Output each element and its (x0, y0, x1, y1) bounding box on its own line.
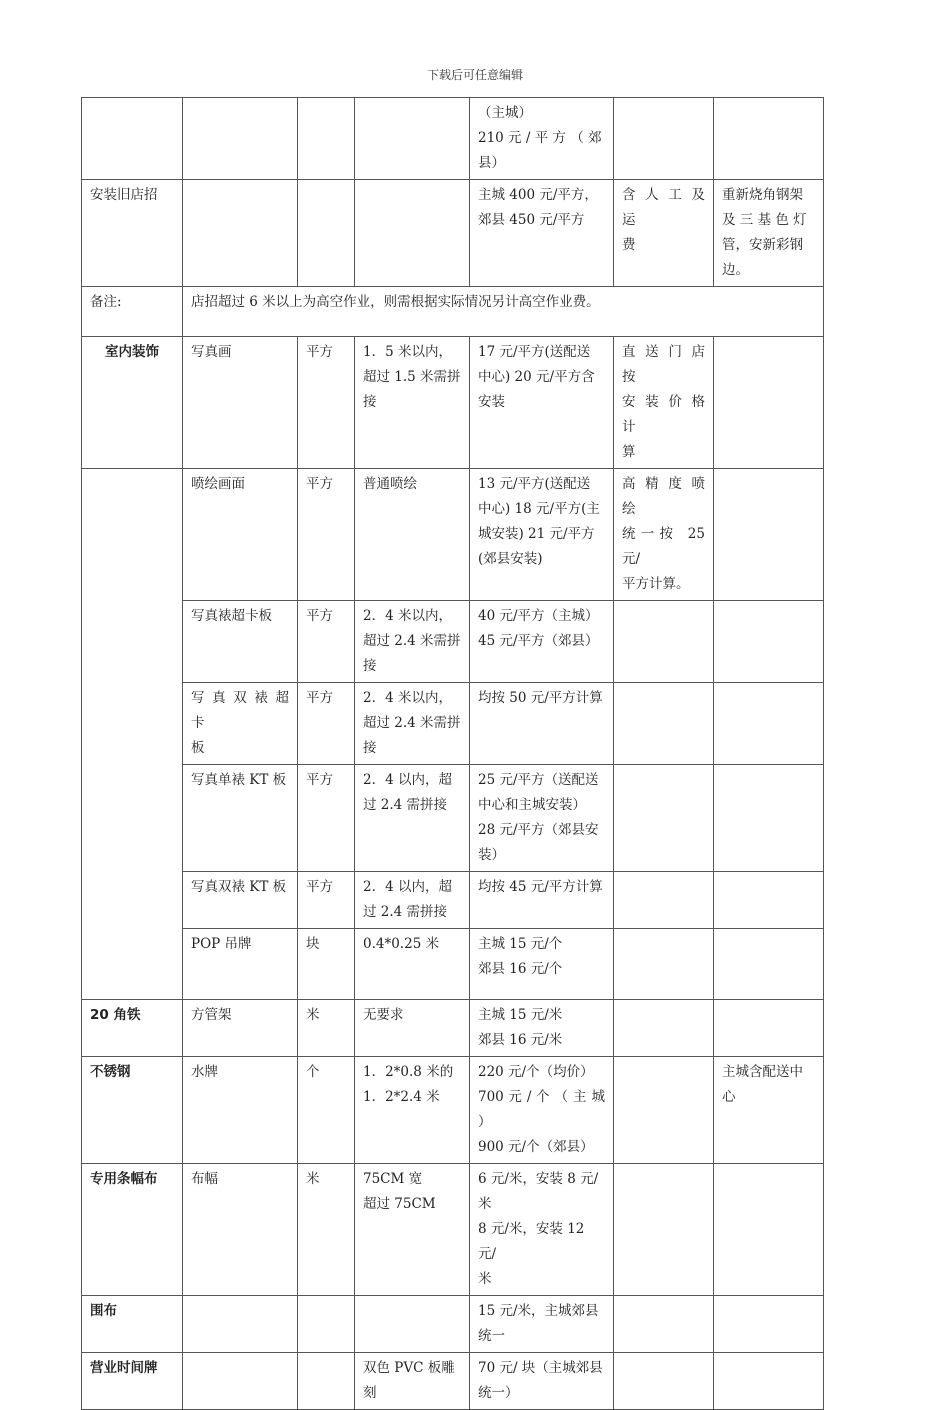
item-name: 布幅 (183, 1164, 298, 1296)
item-category: 专用条幅布 (82, 1164, 183, 1296)
cell-line: 县） (478, 155, 505, 171)
cell-line: (郊县安装) (478, 551, 543, 567)
cell-line: 1．5 米以内， (363, 344, 452, 360)
cell-line: 接 (363, 740, 377, 756)
spec-cell (355, 872, 470, 929)
table-row (82, 1000, 824, 1057)
cell-line: （主城） (478, 105, 532, 121)
note-cell (614, 180, 714, 287)
cell-line: 米 (478, 1271, 492, 1287)
cell-line: 城安装) 21 元/平方 (478, 526, 595, 542)
cell-line: 过 2.4 需拼接 (363, 904, 448, 920)
cell-line: 主城 15 元/米 (478, 1007, 563, 1023)
cell-line: 45 元/平方（郊县） (478, 633, 599, 649)
price-cell (470, 601, 614, 683)
price-table (81, 97, 824, 1410)
cell-line: 1．2*0.8 米的 (363, 1064, 454, 1080)
spec-cell: 无要求 (355, 1000, 470, 1057)
table-row (82, 1353, 824, 1410)
table-row (82, 180, 824, 287)
price-cell (470, 1164, 614, 1296)
item-name (183, 683, 298, 765)
cell-line: 超过 1.5 米需拼 (363, 369, 461, 385)
item-category: 安装旧店招 (82, 180, 183, 287)
price-cell (470, 469, 614, 601)
cell-line: 13 元/平方(送配送 (478, 476, 591, 492)
cell-line: 写 真 双 裱 超 卡 (191, 690, 289, 731)
note-cell (614, 469, 714, 601)
cell-line: 中心) 18 元/平方(主 (478, 501, 600, 517)
cell-line: 6 元/米，安装 8 元/ (478, 1171, 599, 1187)
cell-line: 接 (363, 658, 377, 674)
item-name: 写真双裱 KT 板 (183, 872, 298, 929)
table-row (82, 683, 824, 765)
cell-line: 统一按 25 元/ (622, 526, 705, 567)
item-name: POP 吊牌 (183, 929, 298, 1000)
spec-cell: 0.4*0.25 米 (355, 929, 470, 1000)
spec-cell (355, 1057, 470, 1164)
item-category: 20 角铁 (82, 1000, 183, 1057)
note-cell (614, 337, 714, 469)
unit-cell: 平方 (298, 337, 355, 469)
cell-line: 接 (363, 394, 377, 410)
table-row (82, 469, 824, 601)
spec-cell (355, 601, 470, 683)
cell-line: 板 (191, 740, 205, 756)
spec-cell (355, 765, 470, 872)
cell-line: 米 (478, 1196, 492, 1212)
cell-line: 70 元/ 块（主城郊县 (478, 1360, 603, 1376)
price-cell: 均按 45 元/平方计算 (470, 872, 614, 929)
cell-line: 15 元/米，主城郊县 (478, 1303, 599, 1319)
table-row (82, 601, 824, 683)
item-name: 写真裱超卡板 (183, 601, 298, 683)
spec-cell: 普通喷绘 (355, 469, 470, 601)
unit-cell: 平方 (298, 765, 355, 872)
item-name: 写真单裱 KT 板 (183, 765, 298, 872)
unit-cell: 平方 (298, 469, 355, 601)
cell-line: 边。 (722, 262, 749, 278)
table-row (82, 872, 824, 929)
cell-line: 及 三 基 色 灯 (722, 212, 807, 228)
price-cell: 均按 50 元/平方计算 (470, 683, 614, 765)
cell-line: 平方计算。 (622, 576, 690, 592)
spec-cell (355, 1353, 470, 1410)
cell-line: 管，安新彩钢 (722, 237, 803, 253)
item-name: 喷绘画面 (183, 469, 298, 601)
item-name: 写真画 (183, 337, 298, 469)
cell-line: 中心和主城安装） (478, 797, 586, 813)
cell-line: 郊县 16 元/个 (478, 961, 563, 977)
unit-cell: 米 (298, 1000, 355, 1057)
item-category: 不锈钢 (82, 1057, 183, 1164)
cell-line: 直 送 门 店 按 (622, 344, 705, 385)
cell-line: 安装 (478, 394, 505, 410)
price-cell (470, 1353, 614, 1410)
cell-line: 28 元/平方（郊县安 (478, 822, 599, 838)
cell-line: 210 元 / 平 方 （ 郊 (478, 130, 602, 146)
cell-line: 超过 2.4 米需拼 (363, 633, 461, 649)
cell-line: 2．4 米以内， (363, 608, 452, 624)
cell-line: 2．4 以内，超 (363, 879, 452, 895)
cell-line: 费 (622, 237, 636, 253)
cell-line: 郊县 16 元/米 (478, 1032, 563, 1048)
remark-text: 店招超过 6 米以上为高空作业，则需根据实际情况另计高空作业费。 (183, 287, 824, 337)
table-row (82, 765, 824, 872)
item-name: 方管架 (183, 1000, 298, 1057)
cell-line: 1．2*2.4 米 (363, 1089, 440, 1105)
table-row (82, 929, 824, 1000)
price-cell (470, 180, 614, 287)
unit-cell: 块 (298, 929, 355, 1000)
remark-cell (714, 1057, 824, 1164)
item-name: 水牌 (183, 1057, 298, 1164)
unit-cell: 个 (298, 1057, 355, 1164)
price-cell (470, 1000, 614, 1057)
item-category: 营业时间牌 (82, 1353, 183, 1410)
cell-line: 中心) 20 元/平方含 (478, 369, 595, 385)
cell-line: 40 元/平方（主城） (478, 608, 599, 624)
cell-line: 主城 15 元/个 (478, 936, 563, 952)
cell-line: 算 (622, 444, 636, 460)
cell-line: 700 元 / 个 （ 主 城 ） (478, 1089, 605, 1130)
cell-line: 主城含配送中 (722, 1064, 803, 1080)
remark-label: 备注: (82, 287, 183, 337)
spec-cell (355, 337, 470, 469)
table-row (82, 1057, 824, 1164)
price-cell (470, 765, 614, 872)
cell-line: 统一 (478, 1328, 505, 1344)
table-row (82, 1164, 824, 1296)
cell-line: 双色 PVC 板雕 (363, 1360, 455, 1376)
cell-line: 装） (478, 847, 505, 863)
table-row (82, 337, 824, 469)
cell-line: 高 精 度 喷 绘 (622, 476, 705, 517)
spec-cell (355, 1164, 470, 1296)
cell-line: 2．4 米以内， (363, 690, 452, 706)
cell-line: 2．4 以内，超 (363, 772, 452, 788)
price-cell (470, 98, 614, 180)
cell-line: 75CM 宽 (363, 1171, 423, 1187)
cell-line: 900 元/个（郊县） (478, 1139, 594, 1155)
cell-line: 安 装 价 格 计 (622, 394, 705, 435)
cell-line: 过 2.4 需拼接 (363, 797, 448, 813)
cell-line: 25 元/平方（送配送 (478, 772, 599, 788)
cell-line: 17 元/平方(送配送 (478, 344, 591, 360)
cell-line: 220 元/个（均价） (478, 1064, 594, 1080)
remark-cell (714, 180, 824, 287)
table-row (82, 98, 824, 180)
table-row (82, 287, 824, 337)
cell-line: 主城 400 元/平方， (478, 187, 598, 203)
cell-line: 超过 2.4 米需拼 (363, 715, 461, 731)
unit-cell: 米 (298, 1164, 355, 1296)
unit-cell: 平方 (298, 683, 355, 765)
price-cell (470, 1057, 614, 1164)
unit-cell: 平方 (298, 601, 355, 683)
price-cell (470, 929, 614, 1000)
cell-line: 含 人 工 及 运 (622, 187, 705, 228)
item-category: 室内装饰 (82, 337, 183, 469)
cell-line: 8 元/米，安装 12 元/ (478, 1221, 585, 1262)
item-category: 围布 (82, 1296, 183, 1353)
unit-cell: 平方 (298, 872, 355, 929)
spec-cell (355, 683, 470, 765)
cell-line: 重新烧角钢架 (722, 187, 803, 203)
page-header: 下载后可任意编辑 (426, 68, 523, 82)
cell-line: 超过 75CM (363, 1196, 436, 1212)
cell-line: 郊县 450 元/平方 (478, 212, 585, 228)
cell-line: 刻 (363, 1385, 377, 1401)
cell-line: 统一） (478, 1385, 519, 1401)
section-label (82, 469, 183, 1000)
price-cell (470, 337, 614, 469)
cell-line: 心 (722, 1089, 736, 1105)
